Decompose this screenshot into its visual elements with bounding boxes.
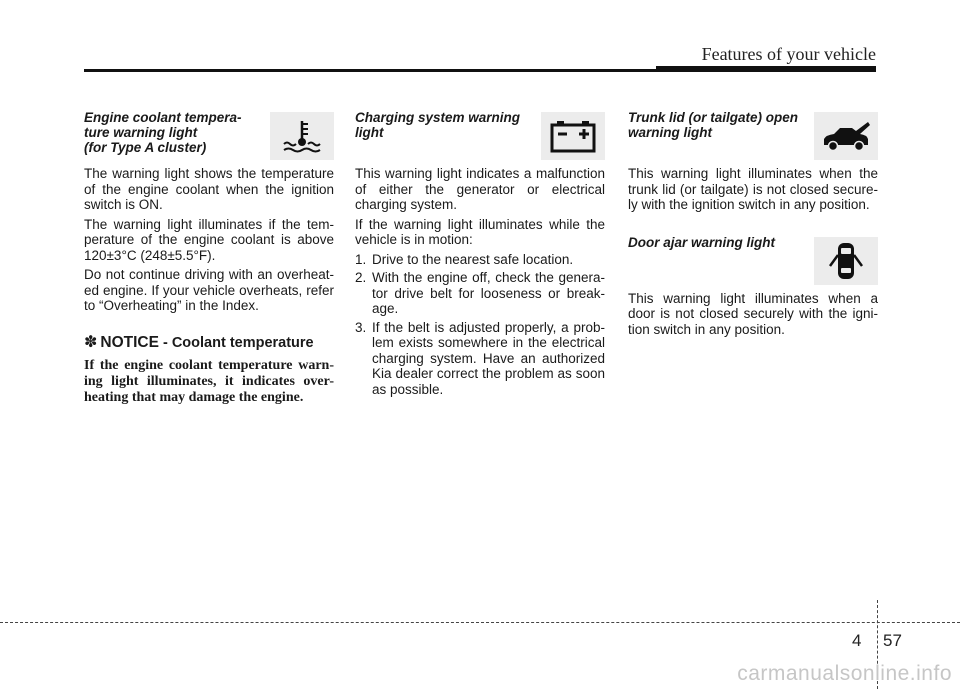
chapter-number: 4: [852, 631, 862, 650]
trunk-open-icon: [814, 112, 878, 160]
header-title: Features of your vehicle: [701, 44, 876, 64]
step-number: 2.: [355, 270, 367, 285]
trunk-title: Trunk lid (or tailgate) open warning light: [628, 110, 799, 140]
step-number: 3.: [355, 319, 367, 335]
trunk-section-header: [628, 110, 878, 166]
step-text: With the engine off, check the genera-tor drive belt for looseness or break-age.: [372, 270, 605, 316]
coolant-temperature-icon: [270, 112, 334, 160]
column-3: [628, 110, 878, 341]
footer-rule: [0, 622, 960, 623]
page-number: 57: [883, 631, 902, 650]
list-item: [355, 270, 605, 317]
charging-intro: This warning light indicates a malfunction of either the generator or electrical charging system.: [355, 166, 605, 212]
coolant-title: Engine coolant tempera- ture warning light (for Type A cluster): [84, 110, 242, 155]
coolant-paragraph: Do not continue driving with an overheat-ed engine. If your vehicle overheats, refer to “Overheating” in the Index.: [84, 267, 334, 313]
charging-steps: [355, 252, 605, 398]
list-item: [355, 320, 605, 398]
header-rule-accent: [656, 66, 876, 72]
charging-title: Charging system warning light: [355, 110, 521, 140]
notice-label: NOTICE: [100, 333, 159, 351]
notice-subtitle: - Coolant temperature: [162, 334, 314, 351]
notice-mark: ✽: [84, 333, 98, 351]
column-2: [355, 110, 605, 400]
list-item: [355, 252, 605, 268]
door-ajar-icon: [814, 237, 878, 285]
coolant-paragraph: The warning light shows the temperature of the engine coolant when the ignition switch is ON.: [84, 166, 334, 212]
coolant-paragraph: The warning light illuminates if the tem-perature of the engine coolant is above 120±3°C (248±5.5°F).: [84, 216, 334, 263]
trunk-text: This warning light illuminates when the trunk lid (or tailgate) is not closed secure-ly with the ignition switch in any position.: [628, 166, 878, 212]
door-section-header: [628, 235, 878, 291]
door-text: This warning light illuminates when a door is not closed securely with the igni-tion switch in any position.: [628, 290, 878, 337]
column-1: [84, 110, 334, 406]
coolant-section-header: [84, 110, 334, 166]
charging-section-header: [355, 110, 605, 166]
notice-header: [84, 332, 334, 352]
charging-lead: If the warning light illuminates while the vehicle is in motion:: [355, 216, 605, 247]
step-text: If the belt is adjusted properly, a prob-lem exists somewhere in the electrical charging system. Have an authorized Kia dealer correct the problem as soon as possible.: [372, 319, 605, 397]
watermark: carmanualsonline.info: [737, 662, 952, 685]
notice-text: If the engine coolant temperature warn-ing light illuminates, it indicates over-heating that may damage the engine.: [84, 357, 334, 405]
battery-icon: [541, 112, 605, 160]
step-text: Drive to the nearest safe location.: [372, 251, 574, 267]
step-number: 1.: [355, 251, 367, 267]
door-title: Door ajar warning light: [628, 234, 776, 250]
